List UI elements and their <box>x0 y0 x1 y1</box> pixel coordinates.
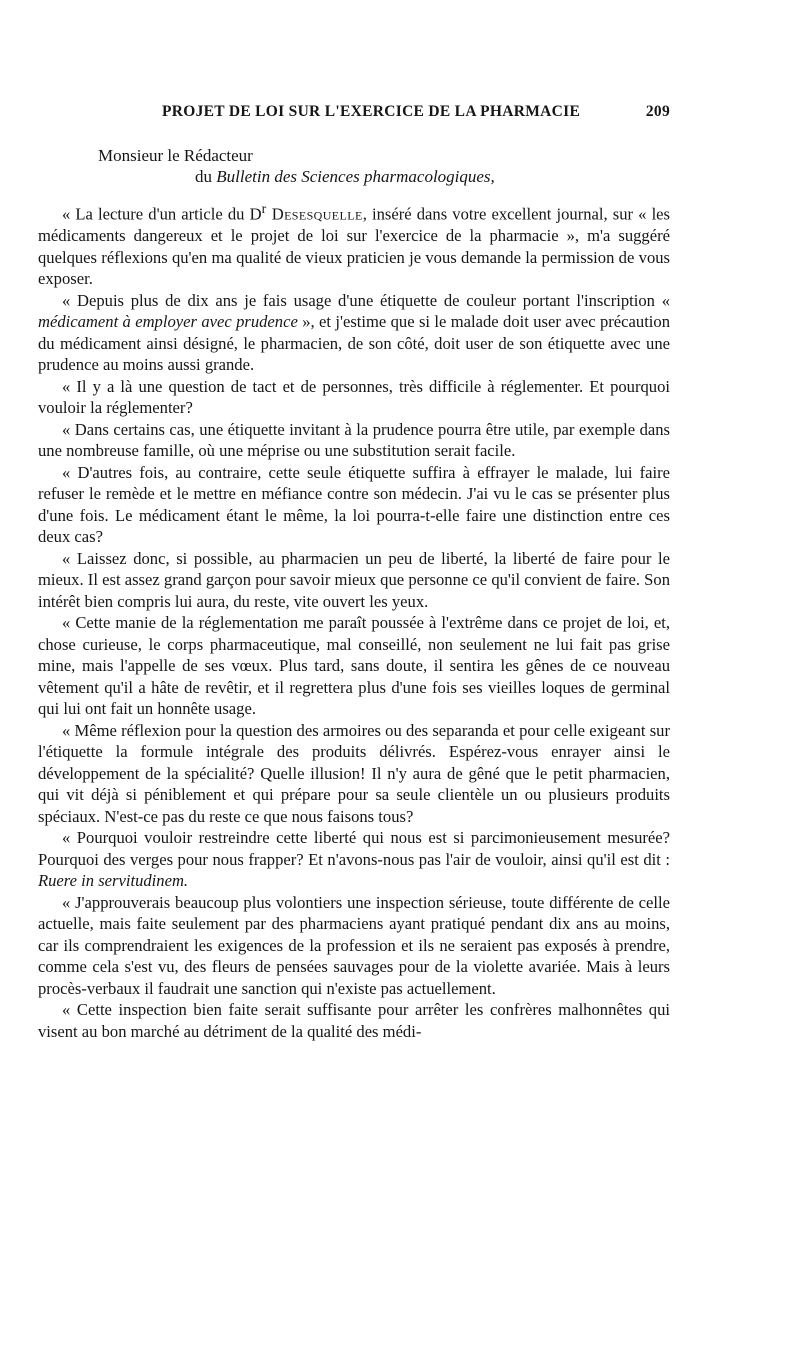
latin-quote: Ruere in servitudinem. <box>38 871 189 891</box>
running-header <box>38 103 670 129</box>
paragraph: « Cette inspection bien faite serait suffisante pour arrêter les confrères malhonnêtes qui visent au bon marché au détriment de la qualité des médi- <box>38 1000 670 1041</box>
paragraph-text: , inséré dans votre excellent journal, sur « les médicaments dangereux et le projet de loi sur l'exercice de la pharmacie », m'a suggéré quelques réflexions qu'en ma qualité de vieux praticien je vous demande la permission de vous exposer. <box>38 204 670 289</box>
paragraph <box>38 290 670 376</box>
paragraph <box>38 198 670 290</box>
paragraph: « Il y a là une question de tact et de personnes, très difficile à réglementer. Et pourquoi vouloir la réglementer? <box>38 376 670 418</box>
paragraph: « Même réflexion pour la question des armoires ou des separanda et pour celle exigeant sur l'étiquette la formule intégrale des produits délivrés. Espérez-vous enrayer ainsi le développement de la spécialité? Quelle illusion! Il n'y aura de gêné que le petit pharmacien, qui vit déjà si péniblement et qui prépare pour sa seule clientèle un ou plusieurs produits spéciaux. N'est-ce pas du reste ce que nous faisons tous? <box>38 720 670 826</box>
salutation-line: Monsieur le Rédacteur <box>98 146 253 165</box>
paragraph: « Cette manie de la réglementation me paraît poussée à l'extrême dans ce projet de loi, et, chose curieuse, le corps pharmaceutique, mal conseillé, non seulement ne lui fait pas grise mine, mais l'appelle de ses vœux. Plus tard, sans doute, il sentira les gênes de ce nouveau vêtement qu'il a hâte de revêtir, et il regrettera plus d'une fois ses vieilles loques de germinal qui lui ont fait un honnête usage. <box>38 613 670 719</box>
paragraph-text: « La lecture d'un article du D <box>62 204 262 224</box>
label-inscription: médicament à employer avec prudence <box>38 312 298 332</box>
paragraph <box>38 827 670 892</box>
paragraph: « Dans certains cas, une étiquette invitant à la prudence pourra être utile, par exemple dans une nombreuse famille, où une méprise ou une substitution serait facile. <box>38 419 670 461</box>
document-page <box>38 103 670 1042</box>
journal-title: Bulletin des Sciences pharmacologiques, <box>216 167 495 186</box>
letter-salutation <box>38 145 670 187</box>
author-name: Desesquelle <box>266 204 363 224</box>
salutation-prefix: du <box>195 167 217 186</box>
paragraph: « Laissez donc, si possible, au pharmacien un peu de liberté, la liberté de faire pour le mieux. Il est assez grand garçon pour savoir mieux que personne ce qu'il convient de faire. Son intérêt bien compris lui aura, du reste, vite ouvert les yeux. <box>38 548 670 611</box>
page-number: 209 <box>645 103 670 120</box>
paragraph-text: », et j'estime que si le malade doit user avec précaution du médicament ainsi désigné, le pharmacien, de son côté, doit user de son étiquette avec une prudence au moins aussi grande. <box>38 312 671 375</box>
salutation-line <box>38 166 670 187</box>
paragraph: « D'autres fois, au contraire, cette seule étiquette suffira à effrayer le malade, lui faire refuser le remède et le mettre en méfiance contre son médecin. J'ai vu le cas se présenter plus d'une fois. Le médicament étant le même, la loi pourra-t-elle faire une distinction entre ces deux cas? <box>38 462 670 547</box>
paragraph-text: « Pourquoi vouloir restreindre cette liberté qui nous est si parcimonieusement mesurée? Pourquoi des verges pour nous frapper? Et n'avons-nous pas l'air de vouloir, ainsi qu'il est dit : <box>38 828 670 869</box>
running-title: PROJET DE LOI SUR L'EXERCICE DE LA PHARMACIE <box>162 103 581 120</box>
doctor-abbrev-sup: r <box>261 201 267 216</box>
letter-body <box>38 198 670 1042</box>
paragraph: « J'approuverais beaucoup plus volontiers une inspection sérieuse, toute différente de celle actuelle, mais faite seulement par des pharmaciens ayant pratiqué pendant dix ans au moins, car ils comprendraient les exigences de la profession et ils ne seraient pas exposés à prendre, comme cela s'est vu, des fleurs de pensées sauvages pour de la violette avariée. Mais à leurs procès-verbaux il faudrait une sanction qui n'existe pas actuellement. <box>38 892 670 998</box>
paragraph-text: « Depuis plus de dix ans je fais usage d'une étiquette de couleur portant l'inscription « <box>62 290 670 310</box>
